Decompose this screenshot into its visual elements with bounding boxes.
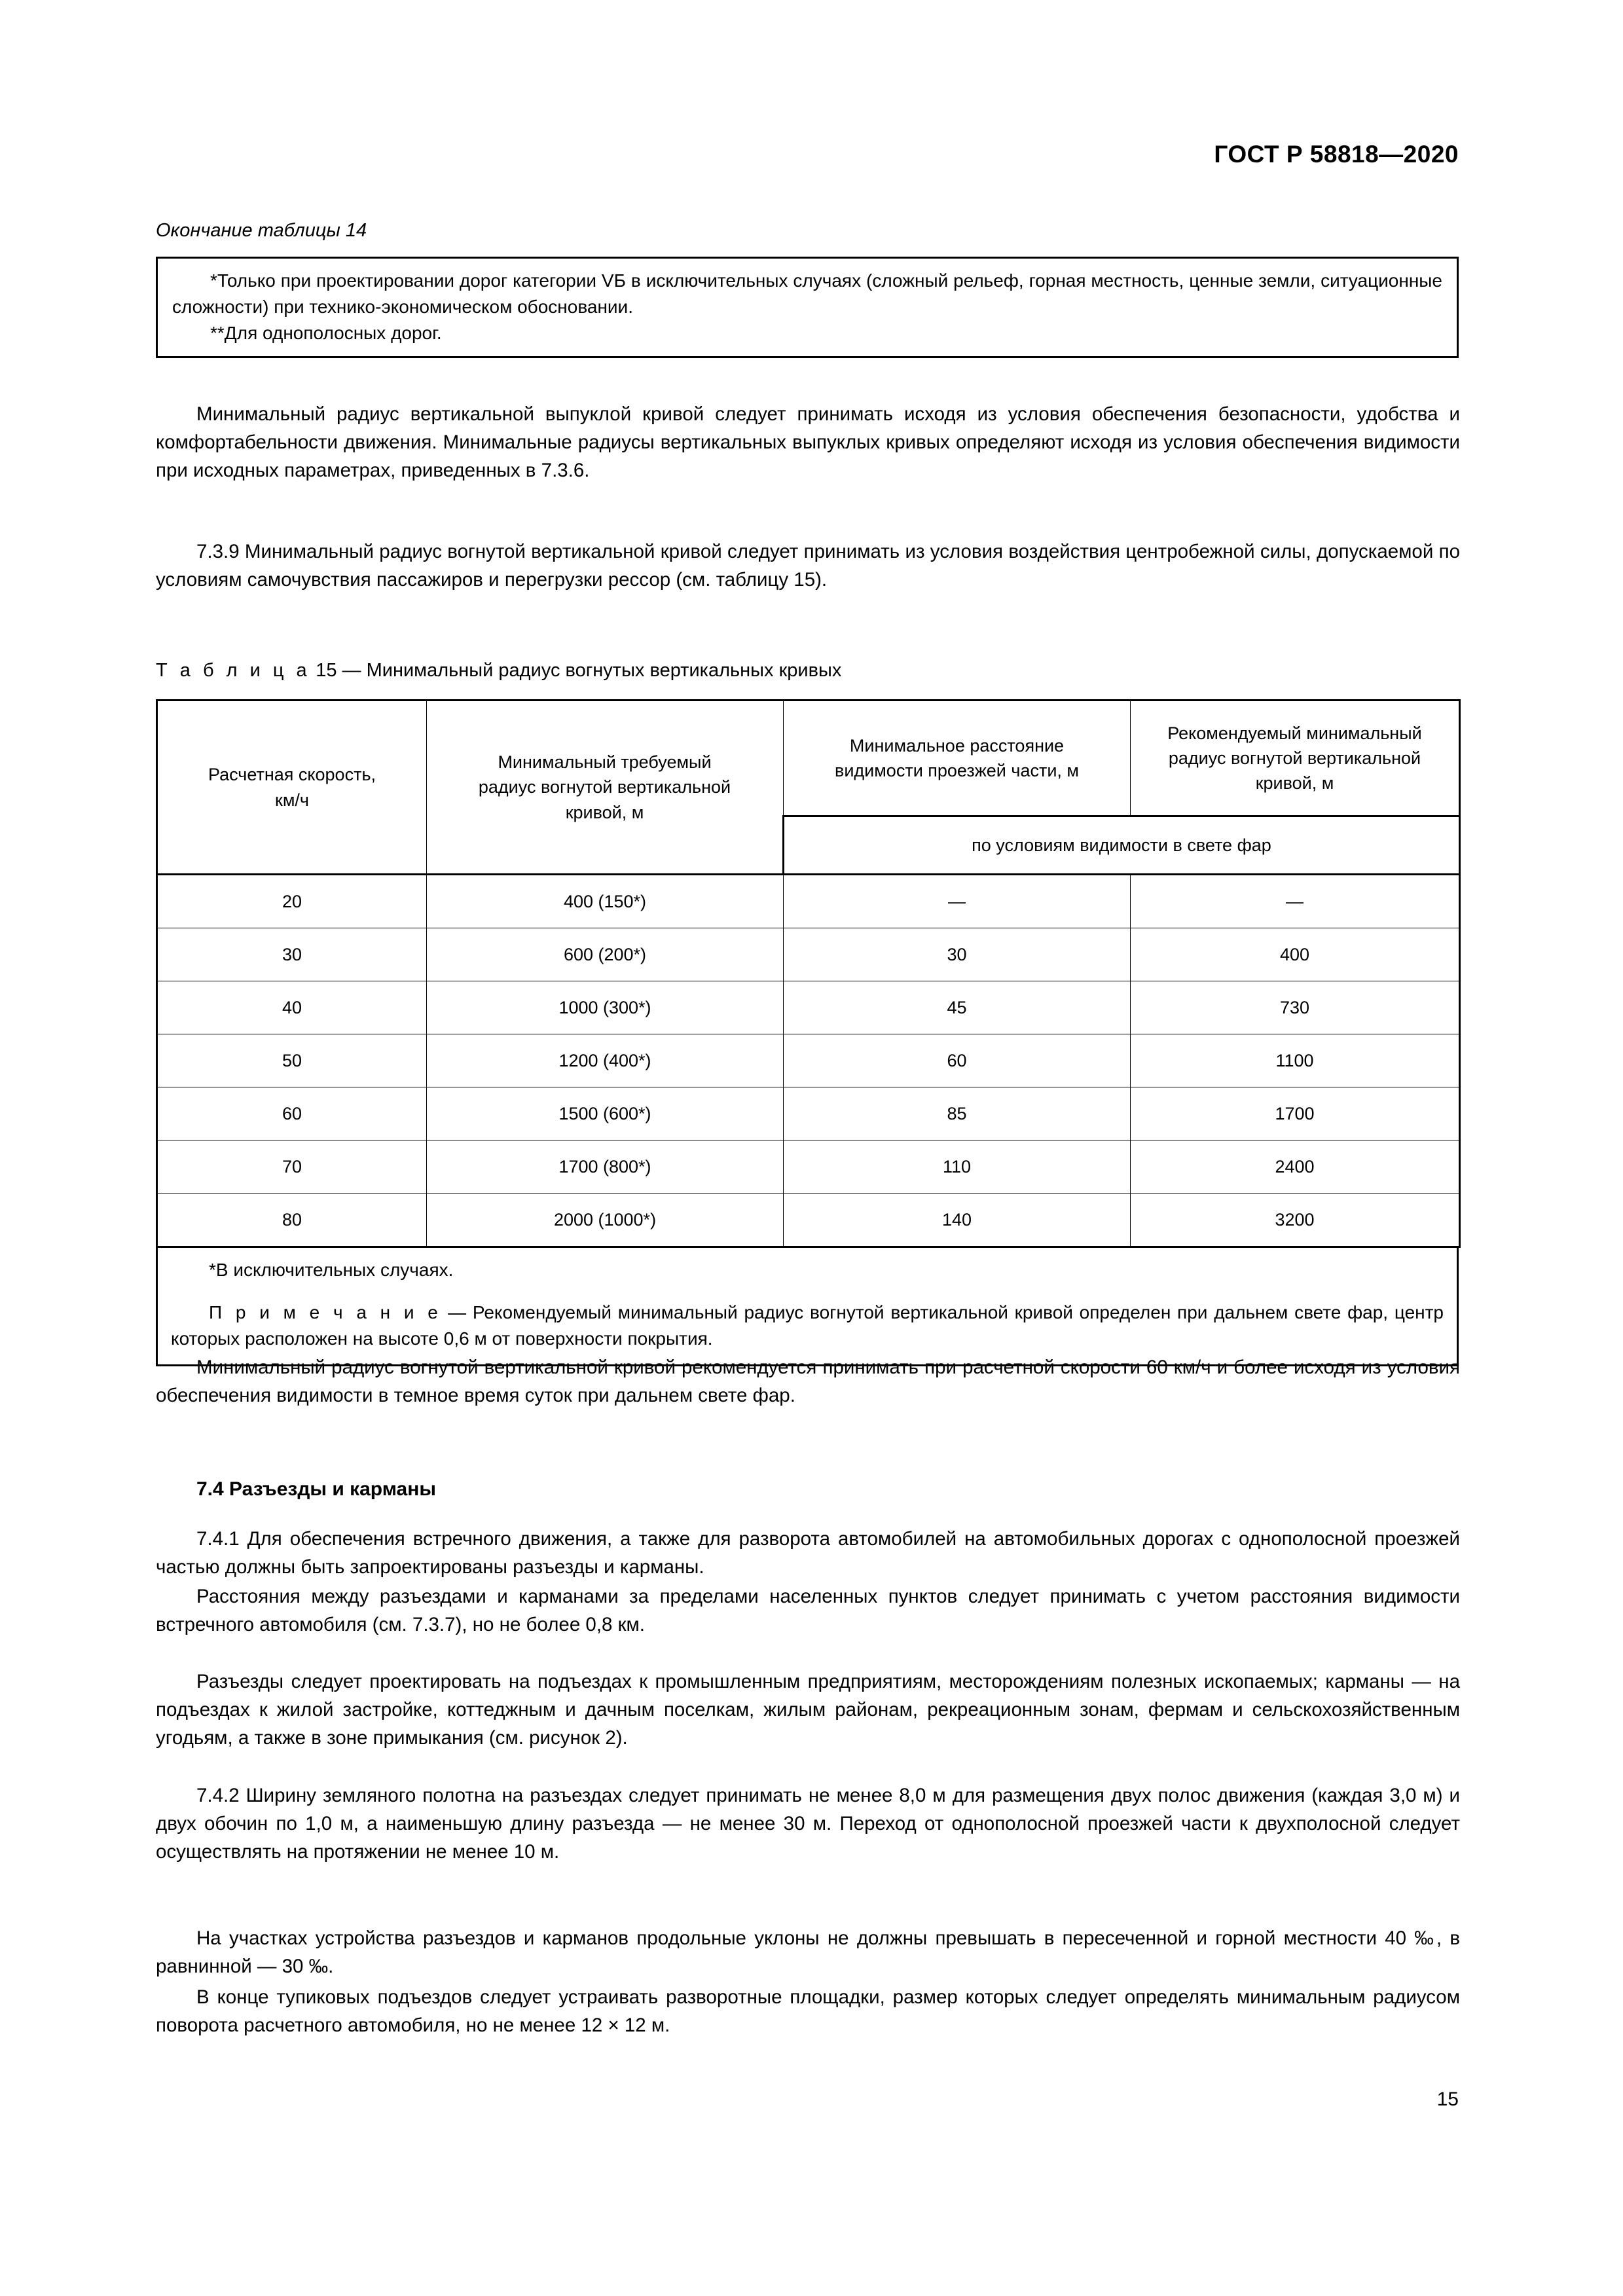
paragraph-block-1 <box>156 401 1460 485</box>
cell-speed: 70 <box>157 1140 427 1194</box>
table14-footnote-1: *Только при проектировании дорог категории VБ в исключительных случаях (сложный рельеф, горная местность, ценные земли, ситуационные сложности) при технико-экономическом обосновании. <box>172 270 1442 317</box>
cell-recommended-radius: 400 <box>1131 928 1460 981</box>
cell-recommended-radius: 1100 <box>1131 1034 1460 1087</box>
cell-required-radius: 1200 (400*) <box>427 1034 784 1087</box>
table-continuation-label: Окончание таблицы 14 <box>156 220 367 241</box>
table14-footnote-2: **Для однополосных дорог. <box>210 322 442 343</box>
table15-caption-dash: — <box>342 660 361 681</box>
table15-col-header-sight-distance <box>784 701 1131 816</box>
table15-footer-notes <box>156 1248 1459 1366</box>
paragraph-block-6 <box>156 1668 1460 1753</box>
paragraph-clause-7-4-2: 7.4.2 Ширину земляного полотна на разъездах следует принимать не менее 8,0 м для размещения двух полос движения (каждая 3,0 м) и двух обочин по 1,0 м, а наименьшую длину разъезда — не менее 30 м. Переход от однополосной проезжей части к двухполосной следует осуществлять на протяжении не менее 10 м. <box>156 1785 1460 1863</box>
table15-caption-number: 15 <box>316 660 337 681</box>
cell-sight-distance: 110 <box>784 1140 1131 1194</box>
table15-col-header-recommended-radius-line3: кривой, м <box>1255 773 1334 793</box>
paragraph-longitudinal-slopes: На участках устройства разъездов и карманов продольные уклоны не должны превышать в пересеченной и горной местности 40 ‰, в равнинной — 30 ‰. <box>156 1927 1460 1977</box>
cell-sight-distance: — <box>784 875 1131 928</box>
table15-col-header-sight-distance-line2: видимости проезжей части, м <box>834 761 1079 780</box>
paragraph-block-3 <box>156 1354 1460 1410</box>
table15-col-header-recommended-radius-line1: Рекомендуемый минимальный <box>1167 723 1422 743</box>
table15-col-header-speed-line1: Расчетная скорость, <box>208 765 376 785</box>
table15-note <box>171 1300 1444 1353</box>
paragraph-block-4 <box>156 1525 1460 1582</box>
cell-speed: 40 <box>157 981 427 1034</box>
table15-col-header-required-radius-line2: радиус вогнутой вертикальной <box>478 777 731 797</box>
table15-subheader-headlight-conditions: по условиям видимости в свете фар <box>784 816 1460 875</box>
table15-col-header-required-radius <box>427 701 784 875</box>
table15-col-header-sight-distance-line1: Минимальное расстояние <box>849 735 1065 756</box>
cell-required-radius: 600 (200*) <box>427 928 784 981</box>
table-row <box>157 1034 1460 1087</box>
table15-col-header-required-radius-line3: кривой, м <box>565 802 644 822</box>
section-heading-7-4: 7.4 Разъезды и карманы <box>196 1478 436 1500</box>
table-row <box>157 1140 1460 1194</box>
table-row <box>157 928 1460 981</box>
paragraph-block-9 <box>156 1984 1460 2040</box>
cell-speed: 80 <box>157 1194 427 1247</box>
cell-required-radius: 2000 (1000*) <box>427 1194 784 1247</box>
paragraph-block-8 <box>156 1925 1460 1981</box>
paragraph-block-2 <box>156 538 1460 594</box>
paragraph-block-7 <box>156 1782 1460 1867</box>
table15-col-header-speed-line2: км/ч <box>275 790 309 810</box>
table15-head <box>157 701 1460 875</box>
cell-speed: 30 <box>157 928 427 981</box>
paragraph-distances-between-passing-places: Расстояния между разъездами и карманами за пределами населенных пунктов следует принимать с учетом расстояния видимости встречного автомобиля (см. 7.3.7), но не более 0,8 км. <box>156 1586 1460 1635</box>
page-header-standard-number: ГОСТ Р 58818—2020 <box>1214 141 1459 168</box>
table15-note-text: — Рекомендуемый минимальный радиус вогнутой вертикальной кривой определен при дальнем свете фар, центр которых расположен на высоте 0,6 м от поверхности покрытия. <box>171 1302 1444 1349</box>
cell-recommended-radius: 1700 <box>1131 1087 1460 1140</box>
paragraph-turnaround-areas: В конце тупиковых подъездов следует устраивать разворотные площадки, размер которых следует определять минимальным радиусом поворота расчетного автомобиля, но не менее 12 × 12 м. <box>156 1986 1460 2036</box>
table15-col-header-recommended-radius <box>1131 701 1460 816</box>
cell-sight-distance: 85 <box>784 1087 1131 1140</box>
paragraph-clause-7-3-9: 7.3.9 Минимальный радиус вогнутой вертикальной кривой следует принимать из условия воздействия центробежной силы, допускаемой по условиям самочувствия пассажиров и перегрузки рессор (см. таблицу 15). <box>156 541 1460 591</box>
table15-footnote: *В исключительных случаях. <box>209 1260 454 1280</box>
table15-caption <box>156 660 841 682</box>
cell-speed: 50 <box>157 1034 427 1087</box>
table15-col-header-recommended-radius-line2: радиус вогнутой вертикальной <box>1168 748 1421 768</box>
table15-note-label: П р и м е ч а н и е <box>209 1302 442 1322</box>
paragraph-block-5 <box>156 1583 1460 1639</box>
table15-caption-label: Т а б л и ц а <box>156 660 311 681</box>
cell-recommended-radius: 3200 <box>1131 1194 1460 1247</box>
cell-required-radius: 1500 (600*) <box>427 1087 784 1140</box>
cell-speed: 20 <box>157 875 427 928</box>
cell-required-radius: 1700 (800*) <box>427 1140 784 1194</box>
table-row <box>157 1194 1460 1247</box>
paragraph-recommended-concave-radius: Минимальный радиус вогнутой вертикальной кривой рекомендуется принимать при расчетной скорости 60 км/ч и более исходя из условия обеспечения видимости в темное время суток при дальнем свете фар. <box>156 1357 1460 1406</box>
cell-required-radius: 1000 (300*) <box>427 981 784 1034</box>
table15-caption-title: Минимальный радиус вогнутых вертикальных кривых <box>366 660 842 681</box>
cell-sight-distance: 140 <box>784 1194 1131 1247</box>
paragraph-clause-7-4-1: 7.4.1 Для обеспечения встречного движения, а также для разворота автомобилей на автомобильных дорогах с однополосной проезжей частью должны быть запроектированы разъезды и карманы. <box>156 1528 1460 1578</box>
cell-sight-distance: 30 <box>784 928 1131 981</box>
table-row <box>157 875 1460 928</box>
table-row <box>157 1087 1460 1140</box>
table14-footnote-box <box>156 257 1459 358</box>
table15-col-header-required-radius-line1: Минимальный требуемый <box>498 752 712 772</box>
cell-recommended-radius: — <box>1131 875 1460 928</box>
paragraph-passing-places-design: Разъезды следует проектировать на подъездах к промышленным предприятиям, месторождениям полезных ископаемых; карманы — на подъездах к жилой застройке, коттеджным и дачным поселкам, жилым районам, рекреационным зонам, фермам и сельскохозяйственным угодьям, а также в зоне примыкания (см. рисунок 2). <box>156 1671 1460 1749</box>
table15-body <box>157 875 1460 1247</box>
cell-required-radius: 400 (150*) <box>427 875 784 928</box>
table15-wrapper <box>156 699 1459 1366</box>
page-number: 15 <box>1436 2088 1459 2110</box>
table-row <box>157 981 1460 1034</box>
cell-sight-distance: 60 <box>784 1034 1131 1087</box>
paragraph-min-convex-radius: Минимальный радиус вертикальной выпуклой кривой следует принимать исходя из условия обеспечения безопасности, удобства и комфортабельности движения. Минимальные радиусы вертикальных выпуклых кривых определяют исходя из условия обеспечения видимости при исходных параметрах, приведенных в 7.3.6. <box>156 403 1460 481</box>
cell-speed: 60 <box>157 1087 427 1140</box>
table15 <box>156 699 1461 1248</box>
table15-col-header-speed <box>157 701 427 875</box>
table15-header-row <box>157 701 1460 816</box>
cell-sight-distance: 45 <box>784 981 1131 1034</box>
cell-recommended-radius: 730 <box>1131 981 1460 1034</box>
cell-recommended-radius: 2400 <box>1131 1140 1460 1194</box>
